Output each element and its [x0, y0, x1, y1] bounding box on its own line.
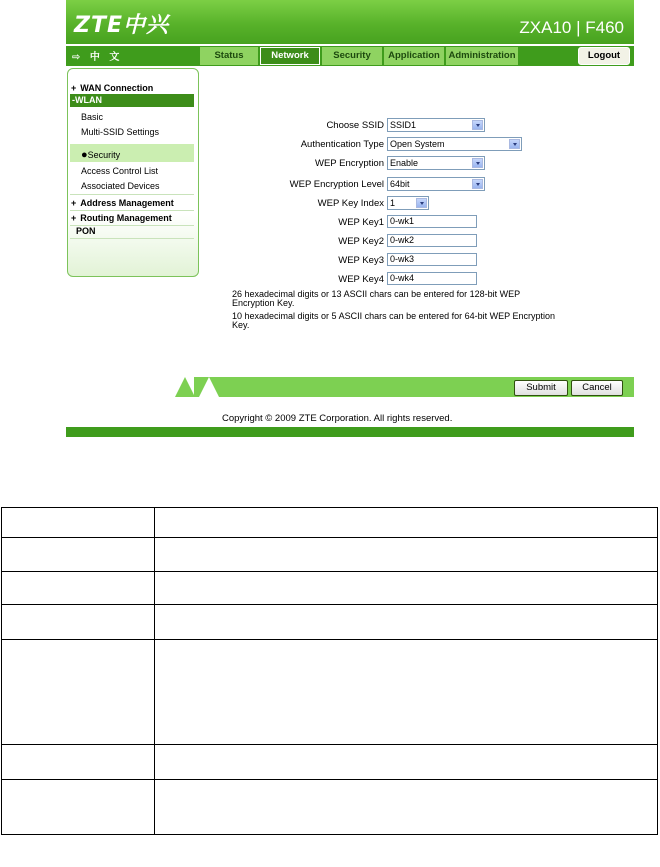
table-row [2, 745, 658, 780]
table-cell [155, 572, 658, 605]
table-row [2, 508, 658, 538]
sidebar-item-multi-ssid[interactable]: Multi-SSID Settings [81, 127, 160, 137]
key4-label: WEP Key4 [338, 274, 384, 285]
expand-icon: + [71, 213, 77, 223]
sidebar-item-wan[interactable]: + WAN Connection [71, 83, 154, 93]
wep-level-select[interactable]: 64bit [387, 177, 485, 191]
sidebar-item-security[interactable]: ●Security [81, 149, 121, 161]
key3-input[interactable]: 0-wk3 [387, 253, 477, 266]
key2-input[interactable]: 0-wk2 [387, 234, 477, 247]
wep-level-label: WEP Encryption Level [289, 179, 384, 190]
key2-label: WEP Key2 [338, 236, 384, 247]
table-row [2, 538, 658, 572]
key4-input[interactable]: 0-wk4 [387, 272, 477, 285]
table-row [2, 572, 658, 605]
note-64bit: 10 hexadecimal digits or 5 ASCII chars can be entered for 64-bit WEP Encryption [232, 311, 556, 321]
cancel-button[interactable]: Cancel [571, 380, 623, 396]
wep-encryption-label: WEP Encryption [315, 158, 384, 169]
table-cell [155, 605, 658, 640]
sidebar-item-associated[interactable]: Associated Devices [81, 181, 160, 191]
dropdown-arrow-icon [509, 139, 520, 149]
logout-button[interactable]: Logout [578, 47, 630, 65]
table-cell [155, 745, 658, 780]
router-screenshot [66, 0, 634, 437]
swap-icon: ⇨ [72, 52, 90, 63]
choose-ssid-label: Choose SSID [326, 120, 384, 131]
tab-application[interactable]: Application [384, 47, 444, 65]
wep-encryption-select[interactable]: Enable [387, 156, 485, 170]
model-name: ZXA10 | F460 [519, 18, 624, 37]
key1-input[interactable]: 0-wk1 [387, 215, 477, 228]
divider [70, 238, 194, 239]
table-cell [155, 538, 658, 572]
note-128bit-cont: Encryption Key. [232, 298, 295, 308]
auth-type-label: Authentication Type [300, 139, 384, 150]
expand-icon: + [71, 83, 77, 93]
key1-label: WEP Key1 [338, 217, 384, 228]
tab-status[interactable]: Status [200, 47, 258, 65]
tab-administration[interactable]: Administration [446, 47, 518, 65]
dropdown-arrow-icon [472, 179, 483, 189]
auth-type-select[interactable]: Open System [387, 137, 522, 151]
note-128bit: 26 hexadecimal digits or 13 ASCII chars can be entered for 128-bit WEP [232, 289, 521, 299]
main-content [216, 0, 634, 437]
table-cell [2, 780, 155, 835]
footer-action-bar [194, 377, 634, 397]
table-cell [2, 605, 155, 640]
table-cell [2, 640, 155, 745]
note-64bit-cont: Key. [232, 320, 250, 330]
sidebar-item-acl[interactable]: Access Control List [81, 166, 159, 176]
sidebar-item-address[interactable]: + Address Management [71, 198, 174, 208]
bottom-bar [66, 427, 634, 437]
expand-icon: + [71, 198, 77, 208]
dropdown-arrow-icon [472, 120, 483, 130]
table-row [2, 780, 658, 835]
blank-table [1, 507, 658, 835]
table-cell [155, 780, 658, 835]
wep-index-label: WEP Key Index [317, 198, 384, 209]
sidebar-item-pon[interactable]: PON [76, 226, 96, 236]
sidebar-item-basic[interactable]: Basic [81, 112, 104, 122]
table-cell [2, 538, 155, 572]
table-cell [2, 572, 155, 605]
dropdown-arrow-icon [472, 158, 483, 168]
tab-security[interactable]: Security [322, 47, 382, 65]
table-cell [2, 745, 155, 780]
wep-index-select[interactable]: 1 [387, 196, 429, 210]
copyright-text: Copyright © 2009 ZTE Corporation. All rights reserved. [222, 413, 453, 424]
divider [70, 210, 194, 211]
zte-logo: ZTE中兴 [74, 13, 169, 38]
footer-slash-decor [175, 377, 195, 397]
language-switch[interactable]: ⇨ 中 文 [72, 52, 123, 63]
submit-button[interactable]: Submit [514, 380, 568, 396]
table-cell [155, 508, 658, 538]
choose-ssid-select[interactable]: SSID1 [387, 118, 485, 132]
table-row [2, 640, 658, 745]
footer-slash-decor [199, 377, 219, 397]
divider [70, 194, 194, 195]
tab-network[interactable]: Network [260, 47, 320, 65]
table-row [2, 605, 658, 640]
table-cell [2, 508, 155, 538]
dropdown-arrow-icon [416, 198, 427, 208]
sidebar [67, 68, 199, 277]
bullet-icon: ● [81, 149, 88, 161]
sidebar-item-routing[interactable]: + Routing Management [71, 213, 172, 223]
table-cell [155, 640, 658, 745]
key3-label: WEP Key3 [338, 255, 384, 266]
sidebar-item-wlan[interactable]: -WLAN [70, 94, 194, 107]
